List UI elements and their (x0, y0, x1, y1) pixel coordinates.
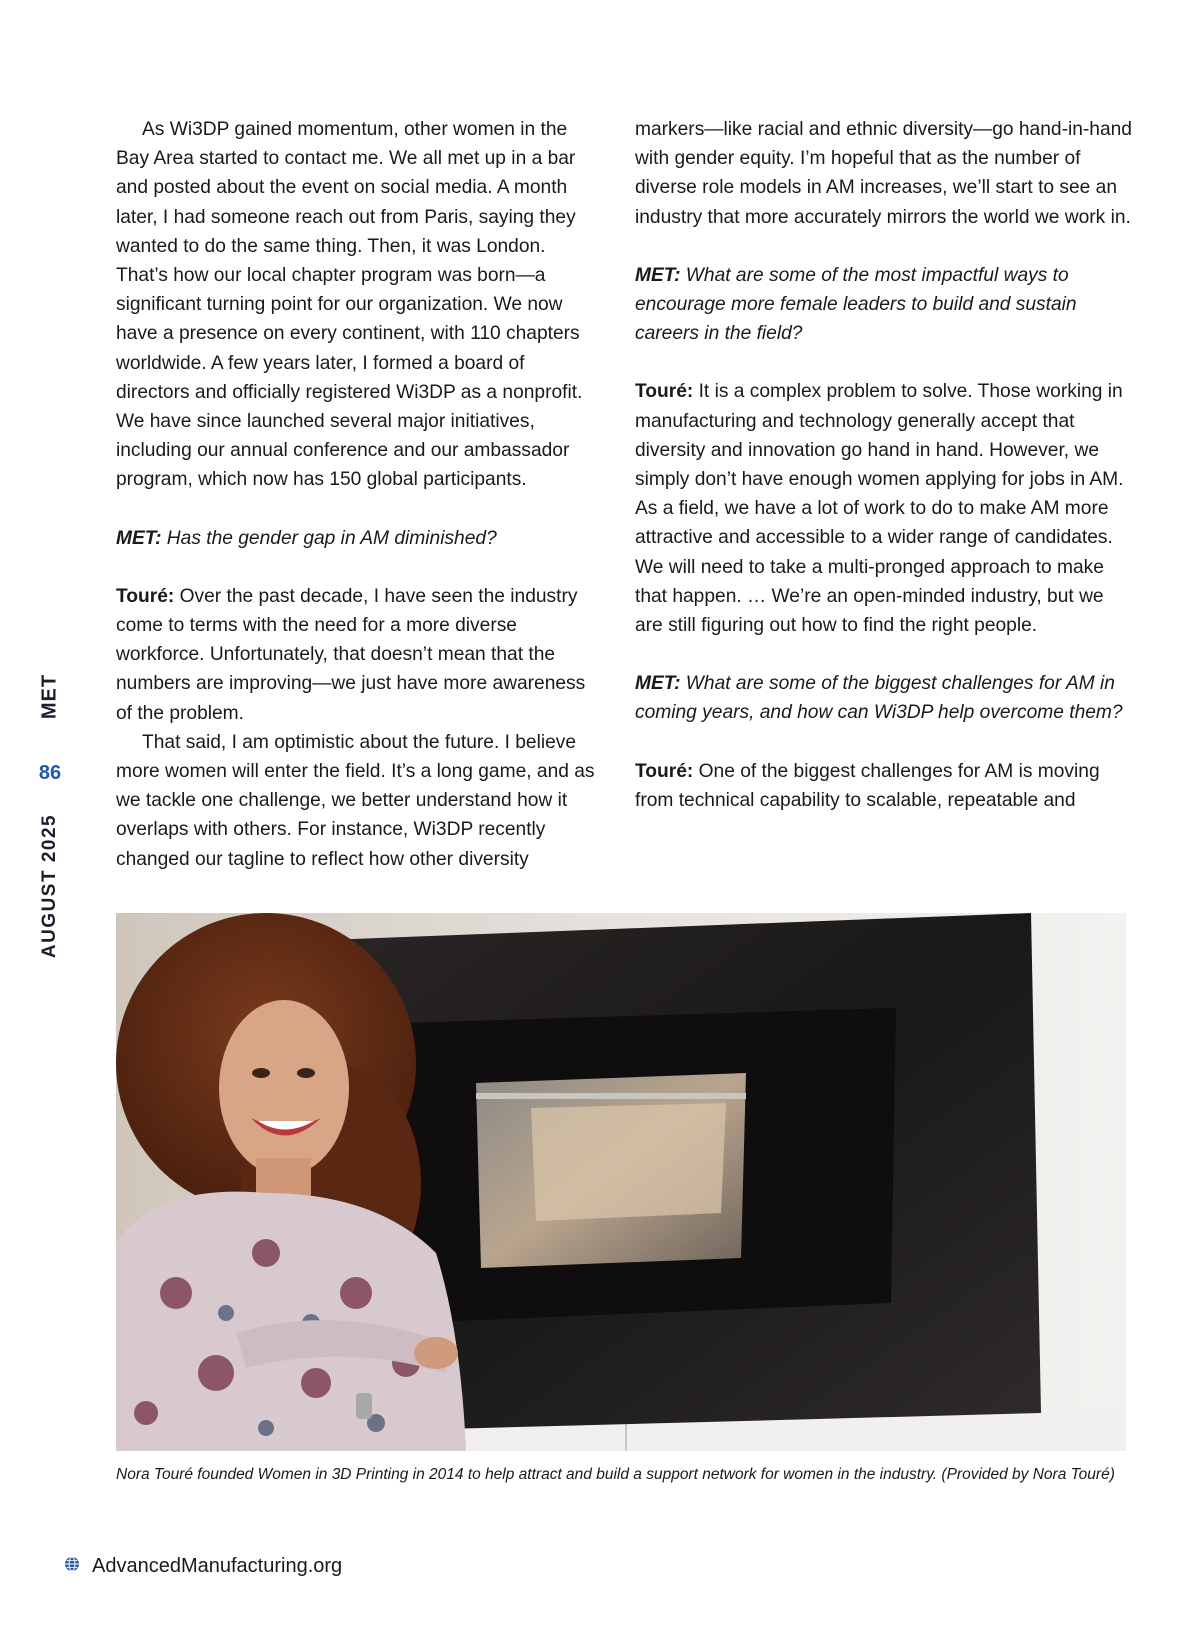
footer-url[interactable]: AdvancedManufacturing.org (92, 1554, 343, 1577)
speaker-label: Touré: (116, 585, 175, 607)
body-paragraph: markers—like racial and ethnic diversity—go hand-in-hand with gender equity. I’m hopeful that as the number of diverse role models in AM increases, we’ll start to see an industry that more accurately mirrors the world we work in. (635, 119, 1132, 228)
article-photo (116, 913, 1126, 1451)
interview-question (635, 261, 1135, 349)
page-footer (64, 1553, 342, 1579)
article-column-right (635, 115, 1135, 815)
answer-text: Over the past decade, I have seen the industry come to terms with the need for a more diverse workforce. Unfortunately, that doesn’t mean that the numbers are improving—we just have more awareness of the problem. (116, 585, 586, 724)
article-column-left (116, 115, 601, 874)
speaker-label: MET: (635, 673, 681, 695)
question-text: Has the gender gap in AM diminished? (161, 527, 497, 549)
answer-text: It is a complex problem to solve. Those working in manufacturing and technology generally accept that diversity and innovation go hand in hand. However, we simply don’t have enough women applying for jobs in AM. As a field, we have a lot of work to do to make AM more attractive and accessible to a wider range of candidates. We will need to take a multi-pronged approach to make that happen. … We’re an open-minded industry, but we are still figuring out how to find the right people. (635, 381, 1124, 637)
interview-question (116, 524, 601, 553)
body-paragraph: As Wi3DP gained momentum, other women in the Bay Area started to contact me. We all met up in a bar and posted about the event on social media. A month later, I had someone reach out from Paris, saying they wanted to do the same thing. Then, it was London. That’s how our local chapter program was born—a significant turning point for our organization. We now have a presence on every continent, with 110 chapters worldwide. A few years later, I formed a board of directors and officially registered Wi3DP as a nonprofit. We have since launched several major initiatives, including our annual conference and our ambassador program, which now has 150 global participants. (116, 119, 583, 491)
interview-answer (635, 757, 1135, 815)
photo-caption: Nora Touré founded Women in 3D Printing in 2014 to help attract and build a support network for women in the industry. (Provided by Nora Touré) (116, 1466, 1115, 1483)
section-label: MET (38, 673, 61, 720)
speaker-label: MET: (116, 527, 162, 549)
speaker-label: Touré: (635, 760, 694, 782)
interview-answer (116, 582, 601, 728)
question-text: What are some of the biggest challenges for AM in coming years, and how can Wi3DP help overcome them? (635, 673, 1123, 724)
globe-icon (64, 1556, 80, 1577)
body-paragraph: That said, I am optimistic about the future. I believe more women will enter the field. It’s a long game, and as we tackle one challenge, we better understand how it overlaps with others. For instance, Wi3DP recently changed our tagline to reflect how other diversity (116, 731, 595, 870)
page-number: 86 (38, 762, 62, 784)
answer-text: One of the biggest challenges for AM is moving from technical capability to scalable, repeatable and (635, 760, 1100, 811)
interview-answer (635, 377, 1135, 640)
page-sidebar (30, 670, 70, 990)
interview-question (635, 669, 1135, 727)
photo-illustration (116, 913, 1126, 1451)
question-text: What are some of the most impactful ways to encourage more female leaders to build and sustain careers in the field? (635, 264, 1077, 345)
speaker-label: MET: (635, 264, 681, 286)
issue-date: AUGUST 2025 (39, 813, 60, 959)
speaker-label: Touré: (635, 381, 694, 403)
